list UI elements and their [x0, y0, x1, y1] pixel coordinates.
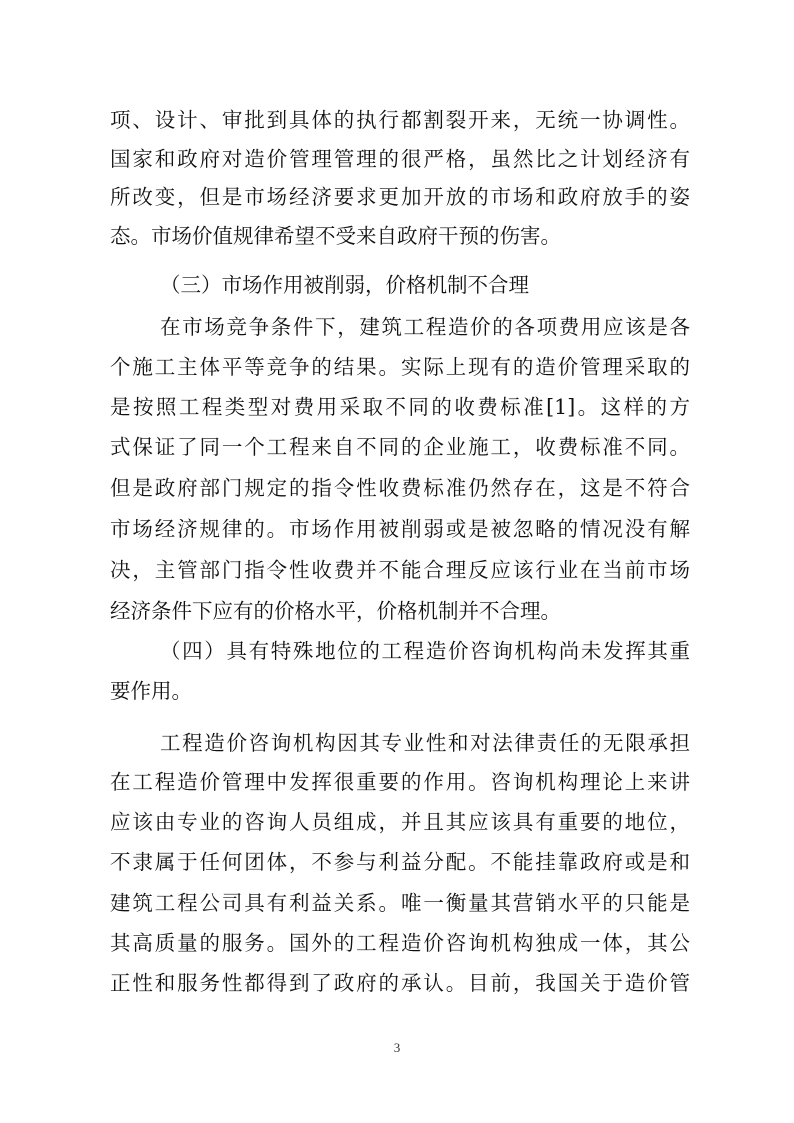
paragraph-line: 建筑工程公司具有利益关系。唯一衡量其营销水平的只能是 — [110, 891, 690, 915]
paragraph-line: 所改变，但是市场经济要求更加开放的市场和政府放手的姿 — [110, 185, 690, 209]
paragraph-line: 在工程造价管理中发挥很重要的作用。咨询机构理论上来讲 — [110, 770, 690, 794]
paragraph-line: 应该由专业的咨询人员组成，并且其应该具有重要的地位， — [110, 810, 690, 834]
paragraph-line: 市场经济规律的。市场作用被削弱或是被忽略的情况没有解 — [110, 517, 690, 541]
paragraph-line: 国家和政府对造价管理管理的很严格，虽然比之计划经济有 — [110, 147, 690, 171]
paragraph-line: 经济条件下应有的价格水平，价格机制并不合理。 — [110, 599, 561, 623]
section-heading-4-continued: 要作用。 — [110, 679, 192, 703]
paragraph-line: 决，主管部门指令性收费并不能合理反应该行业在当前市场 — [110, 558, 690, 582]
section-heading-3: （三）市场作用被削弱，价格机制不合理 — [160, 273, 529, 297]
paragraph-line: 是按照工程类型对费用采取不同的收费标准[1]。这样的方 — [110, 395, 690, 419]
section-heading-4: （四）具有特殊地位的工程造价咨询机构尚未发挥其重 — [160, 639, 690, 663]
page-number: 3 — [393, 1040, 401, 1055]
paragraph-line: 但是政府部门规定的指令性收费标准仍然存在，这是不符合 — [110, 476, 690, 500]
paragraph-line: 个施工主体平等竞争的结果。实际上现有的造价管理采取的 — [110, 355, 690, 379]
paragraph-line: 态。市场价值规律希望不受来自政府干预的伤害。 — [110, 224, 561, 248]
paragraph-line: 不隶属于任何团体，不参与利益分配。不能挂靠政府或是和 — [110, 850, 690, 874]
paragraph-line: 项、设计、审批到具体的执行都割裂开来，无统一协调性。 — [110, 108, 690, 132]
paragraph-line: 式保证了同一个工程来自不同的企业施工，收费标准不同。 — [110, 435, 690, 459]
paragraph-line: 正性和服务性都得到了政府的承认。目前，我国关于造价管 — [110, 971, 690, 995]
paragraph-line: 工程造价咨询机构因其专业性和对法律责任的无限承担 — [160, 731, 690, 755]
paragraph-line: 其高质量的服务。国外的工程造价咨询机构独成一体，其公 — [110, 931, 690, 955]
paragraph-line: 在市场竞争条件下，建筑工程造价的各项费用应该是各 — [160, 315, 690, 339]
